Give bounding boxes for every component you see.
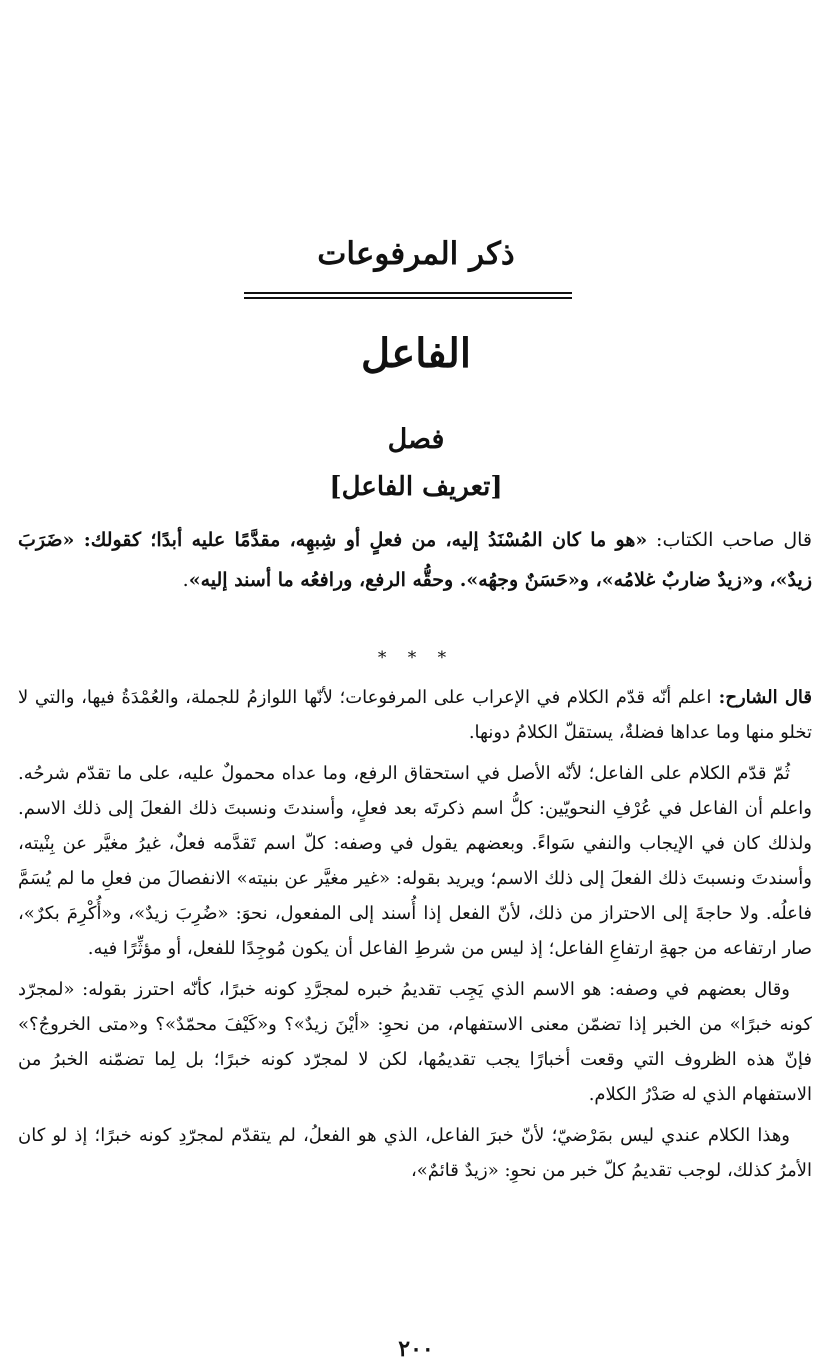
- commentary-lead: قال الشارح:: [711, 687, 812, 708]
- double-rule-divider: [244, 292, 572, 299]
- matn-end: .: [182, 569, 189, 591]
- commentary: [18, 680, 812, 1194]
- matn-quote: «هو ما كان المُسْنَدُ إليه، من فعلٍ أو شِبهِه، مقدَّمًا عليه أبدًا؛ كقولك: «ضَرَبَ زيدٌ»، و«زيدٌ ضاربٌ غلامُه»، و«حَسَنٌ وجهُه». وحقُّه الرفع، ورافعُه ما أسند إليه»: [18, 529, 812, 591]
- page-number: ٢٠٠: [398, 1336, 434, 1362]
- commentary-paragraph-4: وهذا الكلام عندي ليس بمَرْضيّ؛ لأنّ خبرَ الفاعل، الذي هو الفعلُ، لم يتقدّم لمجرّدِ كونه خبرًا؛ إذ لو كان الأمرُ كذلك، لوجب تقديمُ كلّ خبر من نحوِ: «زيدٌ قائمٌ»،: [18, 1125, 812, 1181]
- section-title: ذكر المرفوعات: [317, 236, 515, 272]
- commentary-paragraph-2: ثُمّ قدّم الكلام على الفاعل؛ لأنّه الأصل في استحقاق الرفع، وما عداه محمولٌ عليه، على ما تقدّم شرحُه. واعلم أن الفاعل في عُرْفِ النحويّين: كلُّ اسم ذكرتَه بعد فعلٍ، وأسندتَ ونسبتَ ذلك الفعلَ إلى ذلك الاسم. ولذلك كان في الإيجاب والنفي سَواءً. وبعضهم يقول في وصفه: كلّ اسم تَقدَّمه فعلٌ، غيرُ مغيَّر عن بِنْيته، وأسندتَ ونسبتَ ذلك الفعلَ إلى ذلك الاسم؛ ويريد بقوله: «غير مغيَّر عن بنيته» الانفصالَ من فعلِ ما لم يُسَمَّ فاعلُه. ولا حاجةَ إلى الاحتراز من ذلك، لأنّ الفعل إذا أُسند إلى المفعول، نحوَ: «ضُرِبَ زيدٌ»، و«أُكْرِمَ بكرٌ»، صار ارتفاعه من جهةِ ارتفاعِ الفاعل؛ إذ ليس من شرطِ الفاعل أن يكون مُوجِدًا للفعل، أو مؤثِّرًا فيه.: [18, 763, 812, 959]
- commentary-paragraph-1: [18, 680, 812, 750]
- fasl-heading: فصل: [387, 424, 445, 455]
- subheading: [تعريف الفاعل]: [329, 472, 503, 502]
- chapter-title: الفاعل: [361, 330, 471, 377]
- matn-paragraph: [18, 520, 812, 600]
- stars-separator: * * *: [377, 648, 455, 668]
- commentary-paragraph-3: وقال بعضهم في وصفه: هو الاسم الذي يَجِب تقديمُ خبره لمجرَّدِ كونه خبرًا، كأنّه احترز بقوله: «لمجرّد كونه خبرًا» من الخبر إذا تضمّن معنى الاستفهام، من نحوِ: «أيْنَ زيدٌ»؟ و«كَيْفَ محمّدٌ»؟ و«متى الخروجُ؟» فإنّ هذه الظروف التي وقعت أخبارًا يجب تقديمُها، لكن لا لمجرّد كونه خبرًا؛ بل لِما تضمّنه الخبرُ من الاستفهام الذي له صَدْرُ الكلام.: [18, 979, 812, 1105]
- matn-intro: قال صاحب الكتاب:: [647, 529, 812, 551]
- commentary-text-1: اعلم أنّه قدّم الكلام في الإعراب على المرفوعات؛ لأنّها اللوازمُ للجملة، والعُمْدَةُ فيها، والتي لا تخلو منها وما عداها فضلةٌ، يستقلّ الكلامُ دونها.: [18, 687, 812, 743]
